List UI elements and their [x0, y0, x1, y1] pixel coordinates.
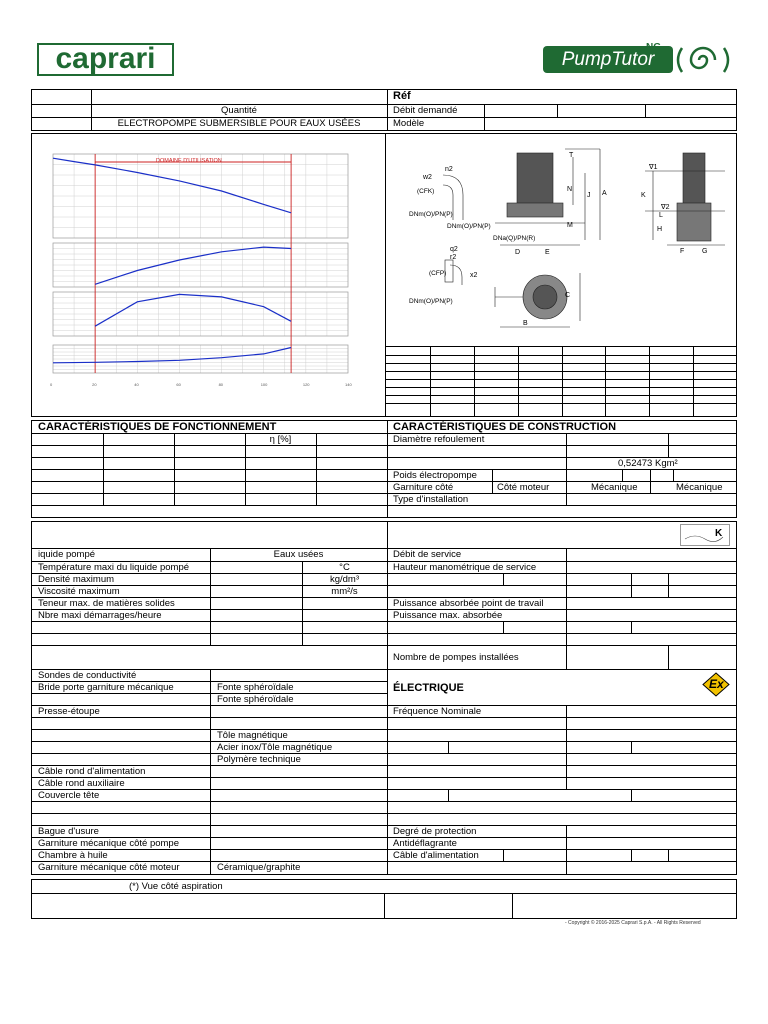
max-temp-label: Température maxi du liquide pompé: [38, 562, 190, 573]
x-tick-label: 40: [134, 382, 139, 387]
power-cable-label: Câble rond d'alimentation: [38, 766, 146, 777]
dim-C: C: [565, 292, 571, 299]
pump-body-front-icon: [683, 153, 705, 211]
chart-x-ticks: [50, 382, 352, 387]
electrical-title: ÉLECTRIQUE: [393, 682, 464, 694]
copyright-text: - Copyright © 2016-2025 Caprari S.p.A. - All Rights Reserved: [565, 920, 701, 926]
label-dnm-3: DNm(O)/PN(P): [409, 298, 453, 305]
label-cfp: (CFP): [429, 270, 447, 277]
stainless-value: Acier inox/Tôle magnétique: [217, 742, 333, 753]
model-label: Modèle: [393, 118, 425, 129]
x-tick-label: 60: [176, 382, 181, 387]
quantity-label: Quantité: [221, 105, 257, 116]
drawing-lines: [443, 149, 725, 327]
eta-label: η [%]: [269, 434, 292, 445]
seal-flange-label: Bride porte garniture mécanique: [38, 682, 174, 693]
dim-A: A: [602, 190, 607, 197]
x-tick-label: 80: [218, 382, 224, 387]
chart-curves: [53, 158, 291, 363]
pumptutor-logo-text: PumpTutor: [543, 46, 673, 73]
mag-sheet-value: Tôle magnétique: [217, 730, 288, 741]
liquid-value: Eaux usées: [273, 549, 324, 560]
k-badge-icon: [680, 524, 730, 546]
operating-range-lines: [95, 154, 291, 373]
explosion-proof-label: Antidéflagrante: [393, 838, 457, 849]
max-density-unit: kg/dm³: [329, 574, 360, 585]
power-duty-label: Puissance absorbée point de travail: [393, 598, 544, 609]
pumps-installed-label: Nombre de pompes installées: [393, 652, 519, 663]
pumptutor-swirl-icon: [676, 44, 730, 76]
dim-L: L: [659, 212, 663, 219]
power-max-label: Puissance max. absorbée: [393, 610, 503, 621]
pump-weight-label: Poids électropompe: [393, 470, 477, 481]
dim-F: F: [680, 248, 685, 255]
motor-seal-value: Céramique/graphite: [217, 862, 301, 873]
polymer-value: Polymère technique: [217, 754, 301, 765]
oil-chamber-label: Chambre à huile: [38, 850, 108, 861]
max-density-label: Densité maximum: [38, 574, 115, 585]
dim-r2: r2: [450, 254, 457, 261]
operating-title: CARACTÉRISTIQUES DE FONCTIONNEMENT: [38, 421, 277, 433]
series-line-1: [95, 247, 291, 284]
dim-K: K: [641, 192, 646, 199]
construction-title: CARACTÉRISTIQUES DE CONSTRUCTION: [393, 421, 617, 433]
dim-q2: q2: [450, 246, 458, 253]
dim-N: N: [567, 186, 573, 193]
wear-ring-label: Bague d'usure: [38, 826, 99, 837]
aux-cable-label: Câble rond auxiliaire: [38, 778, 125, 789]
dim-H: H: [657, 226, 663, 233]
pumptutor-logo: [543, 42, 730, 76]
x-tick-label: 20: [92, 382, 97, 387]
supply-cable-label: Câble d'alimentation: [393, 850, 479, 861]
domain-annotation: DOMAINE D'UTILISATION: [156, 158, 222, 164]
max-viscosity-unit: mm²/s: [331, 586, 358, 597]
dim-G: G: [702, 248, 708, 255]
dim-w2: w2: [423, 174, 432, 181]
protection-degree-label: Degré de protection: [393, 826, 477, 837]
atex-ex-icon: [702, 672, 730, 697]
seal-side-label: Garniture côté: [393, 482, 454, 493]
dim-J: J: [587, 192, 591, 199]
chart-grid: [53, 154, 348, 373]
max-viscosity-label: Viscosité maximum: [38, 586, 120, 597]
label-dna: DNa(Q)/PN(R): [493, 235, 536, 242]
x-tick-label: 120: [302, 382, 310, 387]
nominal-frequency-label: Fréquence Nominale: [393, 706, 482, 717]
performance-chart: [33, 148, 358, 398]
max-temp-unit: °C: [339, 562, 350, 573]
dim-T: T: [569, 152, 574, 159]
inertia-value: 0,52473 Kgm²: [618, 458, 678, 469]
series-line-3: [53, 348, 291, 363]
pump-seal-label: Garniture mécanique côté pompe: [38, 838, 179, 849]
duty-flow-label: Débit de service: [393, 549, 462, 560]
label-cfk: (CFK): [417, 188, 435, 195]
mechanical-label-2: Mécanique: [676, 482, 723, 493]
k-badge-letter: K: [715, 528, 723, 539]
x-tick-label: 0: [50, 382, 53, 387]
pump-dimension-drawing: [395, 145, 735, 335]
head-cover-label: Couvercle tête: [38, 790, 100, 801]
label-dnm-1: DNm(O)/PN(P): [409, 211, 453, 218]
series-line-2: [95, 294, 291, 326]
x-tick-label: 100: [260, 382, 268, 387]
level-marker-1: ∇1: [649, 164, 658, 171]
mechanical-label-1: Mécanique: [591, 482, 638, 493]
requested-flow-label: Débit demandé: [393, 105, 458, 116]
motor-seal-label: Garniture mécanique côté moteur: [38, 862, 180, 873]
dim-D: D: [515, 249, 521, 256]
duty-head-label: Hauteur manométrique de service: [393, 562, 537, 573]
dim-E: E: [545, 249, 550, 256]
install-type-label: Type d'installation: [393, 494, 469, 505]
max-solids-label: Teneur max. de matières solides: [38, 598, 175, 609]
seal-flange-value: Fonte sphéroïdale: [217, 682, 294, 693]
ref-label: Réf: [393, 90, 411, 102]
footer-note: (*) Vue côté aspiration: [129, 881, 223, 892]
label-dnm-2: DNm(O)/PN(P): [447, 223, 491, 230]
motor-side-label: Côté moteur: [497, 482, 550, 493]
second-material-value: Fonte sphéroïdale: [217, 694, 294, 705]
level-marker-2: ∇2: [661, 204, 670, 211]
liquid-label: iquide pompé: [38, 549, 96, 560]
atex-ex-text: Ex: [709, 677, 724, 691]
dim-M: M: [567, 222, 573, 229]
dim-B: B: [523, 320, 528, 327]
gland-label: Presse-étoupe: [38, 706, 100, 717]
max-starts-label: Nbre maxi démarrages/heure: [38, 610, 162, 621]
pumptutor-logo-sup: NG: [646, 42, 661, 53]
x-tick-label: 140: [345, 382, 352, 387]
dim-n2: n2: [445, 166, 453, 173]
cond-probes-label: Sondes de conductivité: [38, 670, 137, 681]
caprari-logo: caprari: [37, 43, 174, 76]
outlet-diameter-label: Diamètre refoulement: [393, 434, 485, 445]
product-description: ELECTROPOMPE SUBMERSIBLE POUR EAUX USÉES: [117, 118, 361, 129]
dim-x2: x2: [470, 272, 478, 279]
